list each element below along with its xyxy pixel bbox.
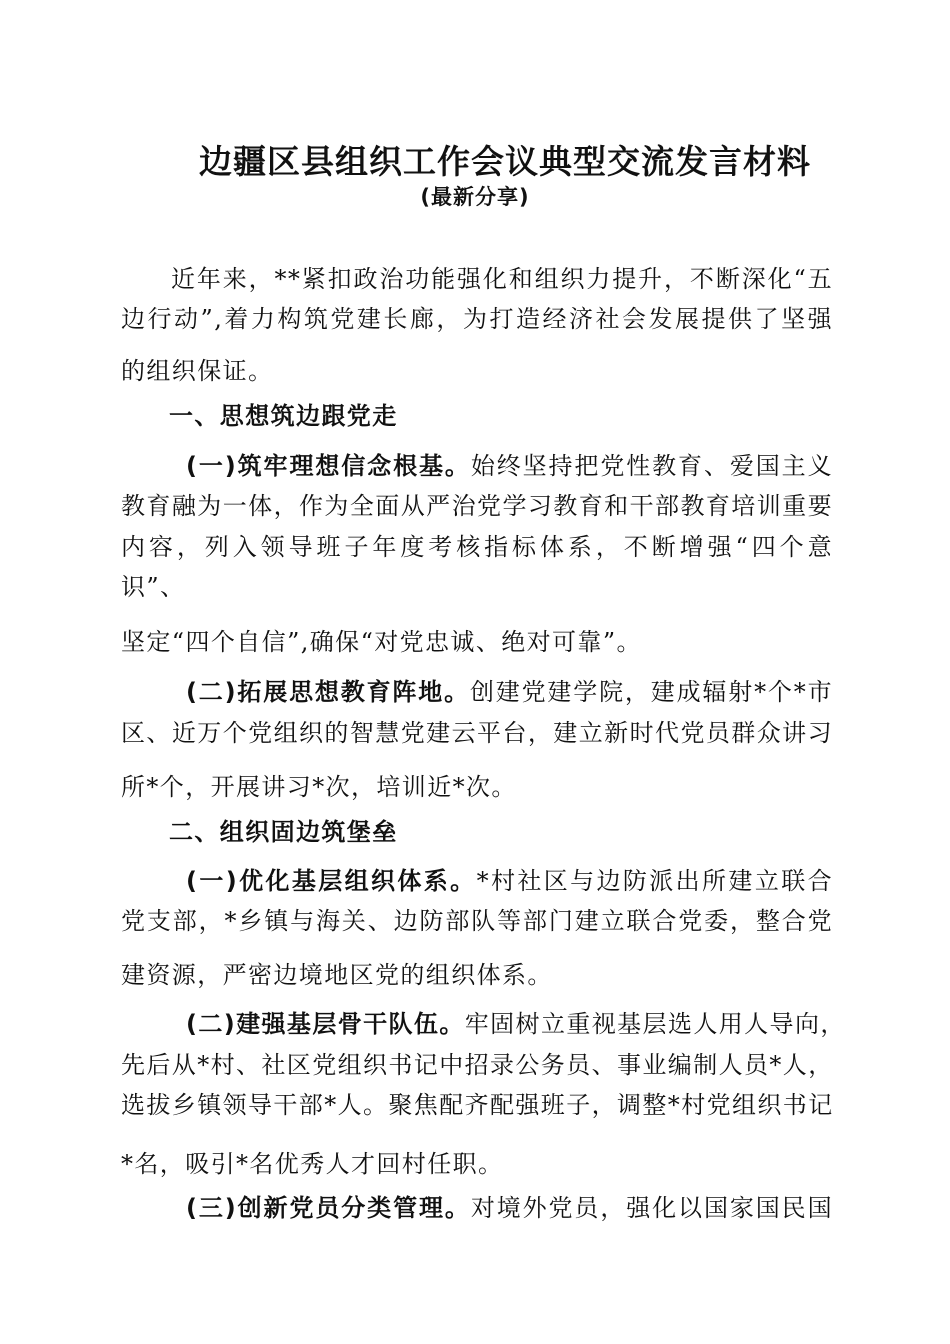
s1-p1-line-3: 内容，列入领导班子年度考核指标体系，不断增强“四个意	[121, 533, 833, 561]
s2-p2-line-2: 先后从*村、社区党组织书记中招录公务员、事业编制人员*人，	[121, 1051, 834, 1079]
s2-p3-text: 对境外党员，强化以国家国民国	[470, 1194, 833, 1222]
s2-p2-lead: (二)建强基层骨干队伍。	[186, 1010, 465, 1038]
s1-p2-text: 创建党建学院，建成辐射*个*市	[469, 678, 833, 706]
s2-p3-line-1	[121, 1192, 833, 1224]
s1-p2-line-3: 所*个，开展讲习*次，培训近*次。	[121, 773, 517, 801]
document-title: 边疆区县组织工作会议典型交流发言材料	[199, 142, 811, 181]
s1-p1-lead: (一)筑牢理想信念根基。	[186, 452, 471, 480]
s1-p1-line-5: 坚定“四个自信”,确保“对党忠诚、绝对可靠”。	[121, 628, 642, 656]
section-heading-1: 一、思想筑边跟党走	[169, 402, 398, 430]
s2-p3-lead: (三)创新党员分类管理。	[186, 1194, 471, 1222]
s2-p1-line-2: 党支部，*乡镇与海关、边防部队等部门建立联合党委，整合党	[121, 907, 833, 935]
s2-p1-lead: (一)优化基层组织体系。	[186, 867, 477, 895]
s2-p2-line-3: 选拔乡镇领导干部*人。聚焦配齐配强班子，调整*村党组织书记	[121, 1091, 834, 1119]
s2-p1-text: *村社区与边防派出所建立联合	[476, 867, 833, 895]
section-heading-2: 二、组织固边筑堡垒	[169, 818, 398, 846]
s1-p1-line-4: 识”、	[121, 573, 186, 601]
s1-p1-line-2: 教育融为一体，作为全面从严治党学习教育和干部教育培训重要	[121, 492, 833, 520]
intro-line-2: 边行动”,着力构筑党建长廊，为打造经济社会发展提供了坚强	[121, 305, 833, 333]
s2-p2-line-1	[121, 1008, 846, 1040]
intro-line-1: 近年来，**紧扣政治功能强化和组织力提升，不断深化“五	[171, 265, 833, 293]
s2-p1-line-1	[121, 865, 833, 897]
s1-p2-lead: (二)拓展思想教育阵地。	[186, 678, 470, 706]
s1-p1-line-1	[121, 450, 833, 482]
s1-p1-text: 始终坚持把党性教育、爱国主义	[470, 452, 833, 480]
s1-p2-line-1	[121, 676, 833, 708]
document-subtitle: (最新分享)	[420, 185, 530, 209]
intro-line-3: 的组织保证。	[121, 357, 274, 385]
s2-p2-line-4: *名，吸引*名优秀人才回村任职。	[121, 1150, 504, 1178]
s1-p2-line-2: 区、近万个党组织的智慧党建云平台，建立新时代党员群众讲习	[121, 719, 833, 747]
s2-p1-line-3: 建资源，严密边境地区党的组织体系。	[121, 961, 553, 989]
s2-p2-text: 牢固树立重视基层选人用人导向，	[464, 1010, 846, 1038]
